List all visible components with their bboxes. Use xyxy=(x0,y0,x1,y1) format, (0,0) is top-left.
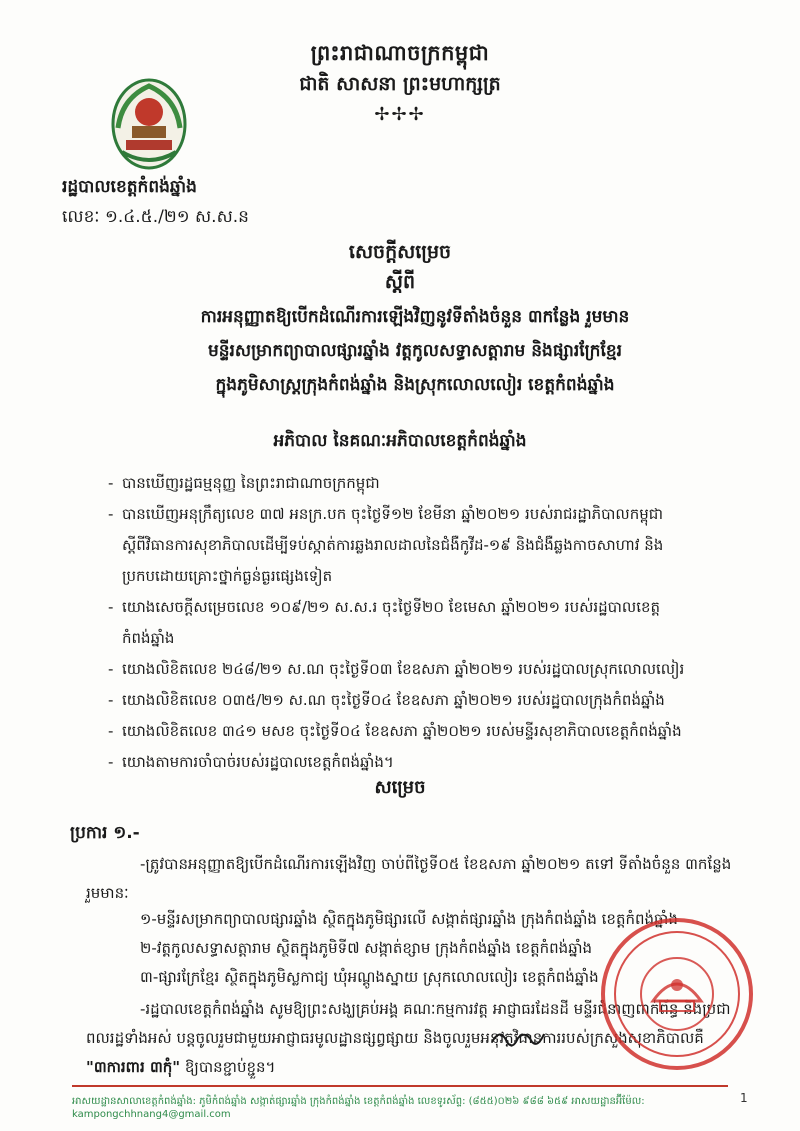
article-paragraph-1: -ត្រូវបានអនុញ្ញាតឱ្យបើកដំណើរការឡើងវិញ ចាប់ពីថ្ងៃទី០៥ ខែឧសភា ឆ្នាំ២០២១ តទៅ ទីតាំងចំនួន ៣កន្លែង រួមមានៈ xyxy=(86,855,732,902)
decision-title-line-1: ការអនុញ្ញាតឱ្យបើកដំណើរការឡើងវិញនូវទីតាំងចំនួន ៣កន្លែង រួមមាន xyxy=(200,307,630,327)
page-number: 1 xyxy=(740,1091,748,1105)
decision-heading: សេចក្តីសម្រេច xyxy=(348,241,452,263)
highlight-slogan: "៣ការពារ ៣កុំ" xyxy=(86,1058,181,1076)
citation-item: - យោងសេចក្តីសម្រេចលេខ ១០៩/២១ ស.ស.រ ចុះថ្ងៃទី២០ ខែមេសា ឆ្នាំ២០២១ របស់រដ្ឋបាលខេត្ត xyxy=(108,598,661,616)
decision-title-line-2: មន្ទីរសម្រាកព្យាបាលផ្សារឆ្នាំង វត្តកូលសទ្ធាសត្តារាម និងផ្សារក្រែខ្មែរ xyxy=(207,341,623,361)
citation-item: - បានឃើញអនុក្រឹត្យលេខ ៣៧ អនក្រ.បក ចុះថ្ងៃទី១២ ខែមីនា ឆ្នាំ២០២១ របស់រាជរដ្ឋាភិបាលកម្ពុជា xyxy=(108,505,664,523)
reference-label: លេខៈ xyxy=(62,207,100,227)
reference-value: ១.៤.៥./២១ ស.ស.ន xyxy=(104,207,249,227)
article-list-item: ២-វត្តកូលសទ្ធាសត្តារាម ស្ថិតក្នុងភូមិទី៧ សង្កាត់ខ្សាម ក្រុងកំពង់ឆ្នាំង ខេត្តកំពង់ឆ្នាំង xyxy=(140,939,592,957)
citation-item: - យោងលិខិតលេខ ២៤៨/២១ ស.ណ ចុះថ្ងៃទី០៣ ខែឧសភា ឆ្នាំ២០២១ របស់រដ្ឋបាលស្រុកលោលលៀរ xyxy=(108,660,685,678)
kingdom-heading: ព្រះរាជាណាចក្រកម្ពុជា xyxy=(310,41,490,65)
authority-heading: អភិបាល នៃគណៈអភិបាលខេត្តកំពង់ឆ្នាំង xyxy=(273,431,527,451)
citation-item: - យោងលិខិតលេខ ៣៤១ មសខ ចុះថ្ងៃទី០៤ ខែឧសភា ឆ្នាំ២០២១ របស់មន្ទីរសុខាភិបាលខេត្តកំពង់ឆ្នាំង xyxy=(108,722,682,740)
article-paragraph-2-end: ឱ្យបានខ្ជាប់ខ្ជួន។ xyxy=(184,1058,276,1076)
citation-item-continuation: ស្តីពីវិធានការសុខាភិបាលដើម្បីទប់ស្កាត់ការឆ្លងរាលដាលនៃជំងឺកូវីដ-១៩ និងជំងឺឆ្លងកាចសាហាវ និង xyxy=(122,536,664,554)
footer-address: អាសយដ្ឋានសាលាខេត្តកំពង់ឆ្នាំង: ភូមិកំពង់ឆ្នាំង សង្កាត់ផ្សារឆ្នាំង ក្រុងកំពង់ឆ្នាំង ខេត្តកំពង់ឆ្នាំង លេខទូរស័ព្ទ: (៨៥៥)០២៦ ៩៨៨ ៦៥៩ អាសយដ្ឋានអ៊ីម៉ែល: kampongchhnang4@gmail.com xyxy=(72,1096,645,1120)
footer-divider xyxy=(72,1085,728,1087)
decision-title-line-3: ក្នុងភូមិសាស្ត្រក្រុងកំពង់ឆ្នាំង និងស្រុកលោលលៀរ ខេត្តកំពង់ឆ្នាំង xyxy=(215,375,615,395)
citation-item: - យោងលិខិតលេខ ០៣៥/២១ ស.ណ ចុះថ្ងៃទី០៤ ខែឧសភា ឆ្នាំ២០២១ របស់រដ្ឋបាលក្រុងកំពង់ឆ្នាំង xyxy=(108,691,665,709)
article-list-item: ៣-ផ្សារក្រែខ្មែរ ស្ថិតក្នុងភូមិស្លកាជ្យ ឃុំអណ្តូងស្នាយ ស្រុកលោលលៀរ ខេត្តកំពង់ឆ្នាំង xyxy=(140,968,599,986)
citation-item: - យោងតាមការចាំបាច់របស់រដ្ឋបាលខេត្តកំពង់ឆ្នាំង។ xyxy=(108,753,394,771)
provincial-emblem-logo xyxy=(110,78,188,170)
citation-item: - បានឃើញរដ្ឋធម្មនុញ្ញ នៃព្រះរាជាណាចក្រកម្ពុជា xyxy=(108,474,380,492)
national-motto: ជាតិ សាសនា ព្រះមហាក្សត្រ xyxy=(299,73,501,95)
issuer-name: រដ្ឋបាលខេត្តកំពង់ឆ្នាំង xyxy=(62,177,197,197)
about-heading: ស្តីពី xyxy=(384,271,416,293)
ornament-divider: ✢✢✢ xyxy=(374,104,426,125)
decides-heading: សម្រេច xyxy=(374,777,426,798)
official-seal-stamp xyxy=(598,915,756,1073)
article-list-item: ១-មន្ទីរសម្រាកព្យាបាលផ្សារឆ្នាំង ស្ថិតក្នុងភូមិផ្សារលើ សង្កាត់ផ្សារឆ្នាំង ក្រុងកំពង់ឆ្នាំង ខេត្តកំពង់ឆ្នាំង xyxy=(140,910,678,928)
citation-item-continuation: កំពង់ឆ្នាំង xyxy=(122,629,175,647)
reference-number xyxy=(62,206,249,231)
article-label: ប្រការ ១.- xyxy=(70,823,140,843)
citation-list xyxy=(108,468,758,778)
handwritten-initial-signature xyxy=(488,1024,548,1052)
citation-item-continuation: ប្រកបដោយគ្រោះថ្នាក់ធ្ងន់ធ្ងរផ្សេងទៀត xyxy=(122,567,333,585)
article-paragraph-2-text: -រដ្ឋបាលខេត្តកំពង់ឆ្នាំង សូមឱ្យព្រះសង្ឃគ្រប់អង្គ គណៈកម្មការវត្ត អាជ្ញាធរដែនដី មន្ទីរជំនាញពាក់ព័ន្ធ និងប្រជាពលរដ្ឋទាំងអស់ បន្តចូលរួមជាមួយអាជ្ញាធរមូលដ្ឋានផ្សព្វផ្សាយ និងចូលរួមអនុវត្តវិធានការរបស់ក្រសួងសុខាភិបាលគឺ xyxy=(86,1000,731,1047)
